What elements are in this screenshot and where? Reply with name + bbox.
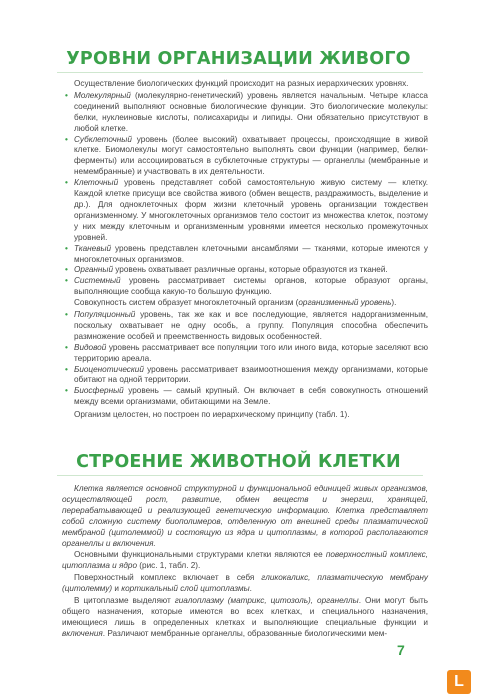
- surface-complex-paragraph: Поверхностный комплекс включает в себя гликокаликс, плазматическую мембрану (цитолемму) и кортикальный слой цитоплазмы.: [62, 573, 428, 594]
- list-item: • Органный уровень охватывает различные органы, которые образуются из тканей.: [62, 265, 428, 276]
- title-divider: [57, 72, 423, 73]
- list-item: • Биоценотический уровень рассматривает взаимоотношения между организмами, которые обитают на одной территории.: [62, 365, 428, 387]
- definition-paragraph: Клетка является основной структурной и функциональной единицей живых организмов, осуществляющей рост, развитие, обмен веществ и энергии, хранящей, перерабатывающей и реализующей генетическую информацию. Клетка представляет собой сложную систему биополимеров, отделенную от внешней среды плазматической мембраной (цитолеммой) и состоящую из ядра и цитоплазмы, в которой располагаются органеллы и включения.: [62, 484, 428, 548]
- section-levels-body: [62, 79, 428, 422]
- page-number: 7: [397, 642, 405, 658]
- list-item: • Клеточный уровень представляет собой самостоятельную живую систему — клетку. Каждой клетке присущи все свойства живого (обмен веществ, раздражимость, выделение и др.). Для одноклеточных форм жизни клеточный уровень организации тождествен организменному. У многоклеточных организмов тело состоит из множества клеток, поэтому у них между клеточным и организменным уровнями имеется несколько промежуточных уровней.: [62, 178, 428, 243]
- intro-paragraph: Осуществление биологических функций происходит на разных иерархических уровнях.: [74, 79, 409, 88]
- section-cell-body: [62, 484, 428, 641]
- list-item: • Популяционный уровень, так же как и все последующие, является надорганизменным, поскольку охватывает не одну особь, а группу. Популяция способна обеспечить размножение особей и преемственность видовых особенностей.: [62, 310, 428, 343]
- publisher-logo-icon: L: [447, 670, 471, 694]
- organism-paragraph: Совокупность систем образует многоклеточный организм (организменный уровень).: [74, 298, 397, 308]
- structures-paragraph: Основными функциональными структурами клетки являются ее поверхностный комплекс, цитоплазма и ядро (рис. 1, табл. 2).: [62, 550, 429, 571]
- list-item: • Молекулярный (молекулярно-генетический) уровень является начальным. Четыре класса соединений выполняют основные биологические функции. Это биологические молекулы: белки, нуклеиновые кислоты, полисахариды и липиды. Они обязательно присутствуют в любой клетке.: [62, 91, 428, 135]
- section-title-levels: УРОВНИ ОРГАНИЗАЦИИ ЖИВОГО: [66, 49, 411, 69]
- list-item: • Субклеточный уровень (более высокий) охватывает процессы, происходящие в живой клетке. Биомолекулы могут самостоятельно выполнять свои функции (например, белки-ферменты) или ассоциироваться в субклеточные структуры — органеллы (мембранные и немембранные) и участвовать в их деятельности.: [62, 135, 428, 179]
- title-divider: [57, 475, 423, 476]
- list-item: • Тканевый уровень представлен клеточными ансамблями — тканями, которые имеются у многоклеточных организмов.: [62, 244, 428, 266]
- outro-paragraph: Организм целостен, но построен по иерархическому принципу (табл. 1).: [74, 410, 350, 420]
- list-item: • Системный уровень рассматривает системы органов, которые образуют органы, выполняющие сообща какую-то большую функцию.: [62, 276, 428, 298]
- list-item: • Биосферный уровень — самый крупный. Он включает в себя совокупность отношений между всеми организмами, обитающими на Земле.: [62, 386, 428, 408]
- section-title-cell: СТРОЕНИЕ ЖИВОТНОЙ КЛЕТКИ: [76, 452, 401, 472]
- cytoplasm-paragraph: В цитоплазме выделяют гиалоплазму (матрикс, цитозоль), органеллы. Они могут быть общего назначения, которые имеются во всех клетках, и специального назначения, имеющиеся лишь в определенных клетках и выполняющие специальные функции и включения. Различают мембранные органеллы, образованные биологическими мем-: [62, 596, 428, 638]
- list-item: • Видовой уровень рассматривает все популяции того или иного вида, которые заселяют всю территорию ареала.: [62, 343, 428, 365]
